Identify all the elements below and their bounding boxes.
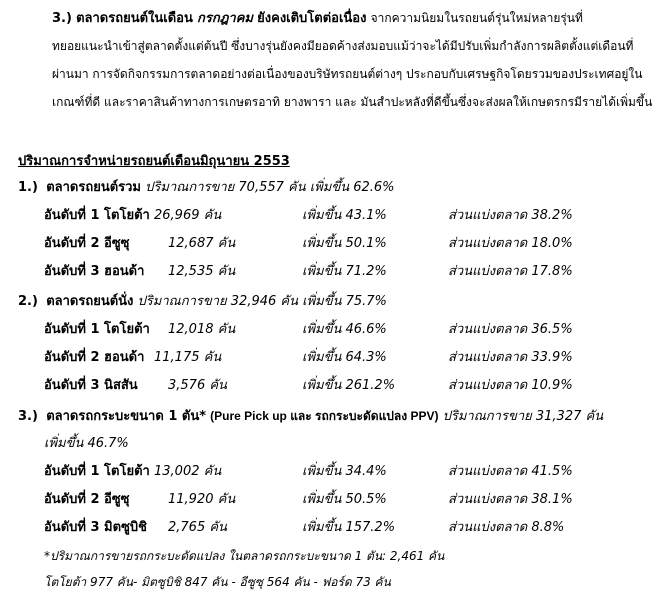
- units-value: 13,002 คัน: [154, 464, 222, 479]
- share-value: ส่วนแบ่งตลาด 38.2%: [448, 208, 573, 223]
- units-value: 11,175 คัน: [154, 350, 222, 365]
- growth-value: เพิ่มขึ้น 34.4%: [302, 464, 387, 479]
- section-3-header: [18, 408, 603, 425]
- table-row: [44, 350, 644, 366]
- rank-label: อันดับที่ 3 ฮอนด้า: [44, 264, 145, 279]
- share-value: ส่วนแบ่งตลาด 41.5%: [448, 464, 573, 479]
- growth-value: เพิ่มขึ้น 50.5%: [302, 492, 387, 507]
- table-row: [44, 264, 644, 280]
- table-row: [44, 492, 644, 508]
- rank-label: อันดับที่ 3 นิสสัน: [44, 378, 138, 393]
- section-2-summary: ปริมาณการขาย 32,946 คัน เพิ่มขึ้น 75.7%: [137, 294, 387, 309]
- rank-label: อันดับที่ 1 โตโยต้า: [44, 208, 150, 223]
- rank-label: อันดับที่ 1 โตโยต้า: [44, 322, 150, 337]
- share-value: ส่วนแบ่งตลาด 33.9%: [448, 350, 573, 365]
- intro-bold-text-2: ยังคงเติบโตต่อเนื่อง: [257, 11, 367, 26]
- section-3-title: ตลาดรถกระบะขนาด 1 ตัน*: [46, 409, 207, 424]
- units-value: 12,687 คัน: [168, 236, 236, 251]
- share-value: ส่วนแบ่งตลาด 36.5%: [448, 322, 573, 337]
- section-1-number: 1.): [18, 180, 38, 195]
- units-value: 2,765 คัน: [168, 520, 227, 535]
- table-row: [44, 520, 644, 536]
- share-value: ส่วนแบ่งตลาด 10.9%: [448, 378, 573, 393]
- rank-label: อันดับที่ 2 ฮอนด้า: [44, 350, 145, 365]
- intro-month: กรกฎาคม: [196, 11, 254, 26]
- footnote-line-2: โตโยต้า 977 คัน- มิตซูบิชิ 847 คัน - อีซูซุ 564 คัน - ฟอร์ด 73 คัน: [44, 575, 391, 589]
- units-value: 11,920 คัน: [168, 492, 236, 507]
- share-value: ส่วนแบ่งตลาด 17.8%: [448, 264, 573, 279]
- intro-rest: จากความนิยมในรถยนต์รุ่นใหม่หลายรุ่นที่: [370, 11, 583, 25]
- share-value: ส่วนแบ่งตลาด 18.0%: [448, 236, 573, 251]
- table-row: [44, 378, 644, 394]
- intro-line-1: [52, 10, 583, 27]
- growth-value: เพิ่มขึ้น 43.1%: [302, 208, 387, 223]
- rank-label: อันดับที่ 1 โตโยต้า: [44, 464, 150, 479]
- intro-line-4: เกณฑ์ที่ดี และราคาสินค้าทางการเกษตรอาทิ ยางพารา และ มันสำปะหลังที่ดีขึ้นซึ่งจะส่งผลให้เกษตรกรมีรายได้เพิ่มขึ้น: [52, 95, 653, 109]
- intro-bold-text: ตลาดรถยนต์ในเดือน: [76, 11, 193, 26]
- section-2-header: [18, 294, 387, 310]
- share-value: ส่วนแบ่งตลาด 38.1%: [448, 492, 573, 507]
- sales-heading: ปริมาณการจำหน่ายรถยนต์เดือนมิถุนายน 2553: [18, 154, 290, 169]
- intro-line-3: ผ่านมา การจัดกิจกรรมการตลาดอย่างต่อเนื่องของบริษัทรถยนต์ต่างๆ ประกอบกับเศรษฐกิจโดยรวมของประเทศอยู่ใน: [52, 67, 643, 81]
- section-3-summary-continued: เพิ่มขึ้น 46.7%: [44, 436, 129, 451]
- units-value: 3,576 คัน: [168, 378, 227, 393]
- rank-label: อันดับที่ 3 มิตซูบิชิ: [44, 520, 147, 535]
- section-2-title: ตลาดรถยนต์นั่ง: [46, 294, 134, 309]
- intro-line-2: ทยอยแนะนำเข้าสู่ตลาดตั้งแต่ต้นปี ซึ่งบางรุ่นยังคงมียอดค้างส่งมอบแม้ว่าจะได้มีปรับเพิ่มกำลังการผลิตตั้งแต่เดือนที่: [52, 39, 634, 53]
- units-value: 12,535 คัน: [168, 264, 236, 279]
- table-row: [44, 464, 644, 480]
- section-3-paren: (Pure Pick up และ รถกระบะดัดแปลง PPV): [210, 409, 439, 423]
- section-1-summary: ปริมาณการขาย 70,557 คัน เพิ่มขึ้น 62.6%: [145, 180, 395, 195]
- section-2-number: 2.): [18, 294, 38, 309]
- share-value: ส่วนแบ่งตลาด 8.8%: [448, 520, 565, 535]
- rank-label: อันดับที่ 2 อีซูซุ: [44, 236, 130, 251]
- growth-value: เพิ่มขึ้น 261.2%: [302, 378, 396, 393]
- section-1-title: ตลาดรถยนต์รวม: [46, 180, 142, 195]
- section-1-header: [18, 180, 395, 196]
- units-value: 12,018 คัน: [168, 322, 236, 337]
- section-3-summary: ปริมาณการขาย 31,327 คัน: [442, 409, 604, 424]
- growth-value: เพิ่มขึ้น 71.2%: [302, 264, 387, 279]
- growth-value: เพิ่มขึ้น 157.2%: [302, 520, 396, 535]
- intro-number: 3.): [52, 11, 72, 26]
- growth-value: เพิ่มขึ้น 64.3%: [302, 350, 387, 365]
- growth-value: เพิ่มขึ้น 46.6%: [302, 322, 387, 337]
- table-row: [44, 236, 644, 252]
- footnote-line-1: *ปริมาณการขายรถกระบะดัดแปลง ในตลาดรถกระบะขนาด 1 ตัน: 2,461 คัน: [44, 549, 445, 563]
- table-row: [44, 208, 644, 224]
- rank-label: อันดับที่ 2 อีซูซุ: [44, 492, 130, 507]
- table-row: [44, 322, 644, 338]
- units-value: 26,969 คัน: [154, 208, 222, 223]
- growth-value: เพิ่มขึ้น 50.1%: [302, 236, 387, 251]
- section-3-number: 3.): [18, 409, 38, 424]
